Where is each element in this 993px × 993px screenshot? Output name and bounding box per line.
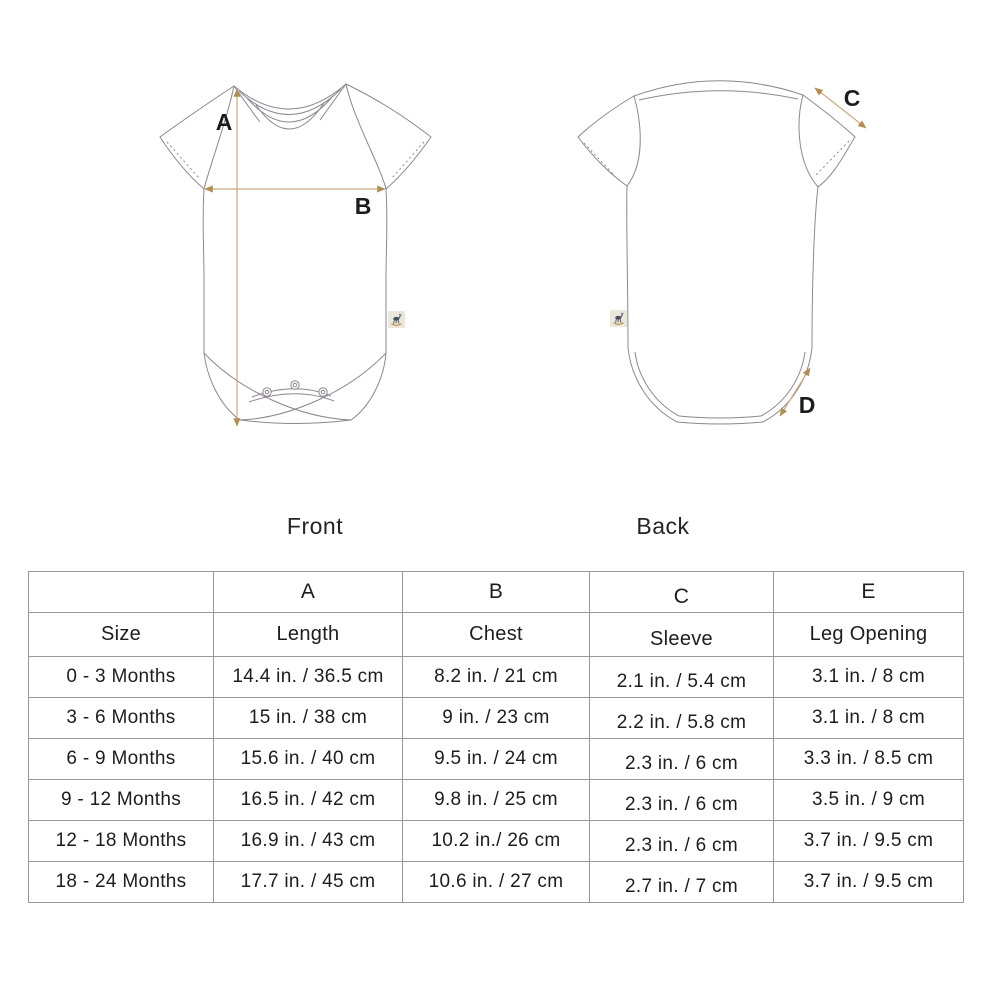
table-cell: 2.3 in. / 6 cm [590,821,774,862]
table-header-cell: Chest [403,613,590,657]
table-cell: 2.2 in. / 5.8 cm [590,698,774,739]
table-cell: 3 - 6 Months [29,698,214,739]
measure-label-a: A [215,109,233,135]
table-cell: 3.1 in. / 8 cm [774,657,964,698]
table-row [29,739,964,780]
table-row [29,780,964,821]
back-view-label: Back [636,513,690,539]
table-cell: 3.7 in. / 9.5 cm [774,862,964,903]
table-cell: 3.1 in. / 8 cm [774,698,964,739]
front-garment-outline [160,84,431,424]
table-cell: 6 - 9 Months [29,739,214,780]
front-view-label: Front [286,513,344,539]
rocking-horse-logo-icon [388,311,405,328]
table-cell: 14.4 in. / 36.5 cm [214,657,403,698]
table-cell: 0 - 3 Months [29,657,214,698]
measure-arrow-b [205,189,385,219]
back-garment-outline [578,81,855,424]
table-header-cell: Length [214,613,403,657]
table-cell: 10.2 in./ 26 cm [403,821,590,862]
table-header-cell: Sleeve [590,613,774,657]
table-header-cell: Size [29,613,214,657]
table-cell: 2.1 in. / 5.4 cm [590,657,774,698]
table-row [29,862,964,903]
table-row [29,613,964,657]
back-left-cuff-stitch [584,143,614,175]
table-cell: 9 - 12 Months [29,780,214,821]
table-cell: 3.7 in. / 9.5 cm [774,821,964,862]
table-cell: 15 in. / 38 cm [214,698,403,739]
table-cell: 9.5 in. / 24 cm [403,739,590,780]
front-left-cuff-stitch [167,142,199,178]
size-chart-table [28,571,964,903]
table-blank-cell [29,572,214,613]
table-row [29,698,964,739]
table-header-cell: C [590,572,774,613]
table-cell: 12 - 18 Months [29,821,214,862]
front-right-cuff-stitch [392,142,424,178]
measure-arrow-c [815,85,866,128]
table-cell: 10.6 in. / 27 cm [403,862,590,903]
back-bodysuit-diagram [555,75,895,445]
table-cell: 2.3 in. / 6 cm [590,780,774,821]
table-cell: 17.7 in. / 45 cm [214,862,403,903]
table-cell: 3.3 in. / 8.5 cm [774,739,964,780]
table-row [29,821,964,862]
table-row [29,572,964,613]
measure-label-c: C [843,85,861,111]
measure-label-b: B [354,193,372,219]
table-header-cell: A [214,572,403,613]
table-cell: 16.5 in. / 42 cm [214,780,403,821]
table-cell: 9.8 in. / 25 cm [403,780,590,821]
measure-arrow-d [780,368,815,418]
table-cell: 2.7 in. / 7 cm [590,862,774,903]
table-cell: 18 - 24 Months [29,862,214,903]
table-cell: 15.6 in. / 40 cm [214,739,403,780]
table-header-cell: E [774,572,964,613]
table-header-cell: Leg Opening [774,613,964,657]
table-cell: 16.9 in. / 43 cm [214,821,403,862]
table-header-cell: B [403,572,590,613]
front-bodysuit-diagram [140,75,450,445]
back-right-cuff-stitch [814,141,849,177]
rocking-horse-logo-icon [610,310,627,327]
table-cell: 8.2 in. / 21 cm [403,657,590,698]
measure-label-d: D [798,392,816,418]
table-cell: 9 in. / 23 cm [403,698,590,739]
table-row [29,657,964,698]
table-cell: 3.5 in. / 9 cm [774,780,964,821]
table-cell: 2.3 in. / 6 cm [590,739,774,780]
